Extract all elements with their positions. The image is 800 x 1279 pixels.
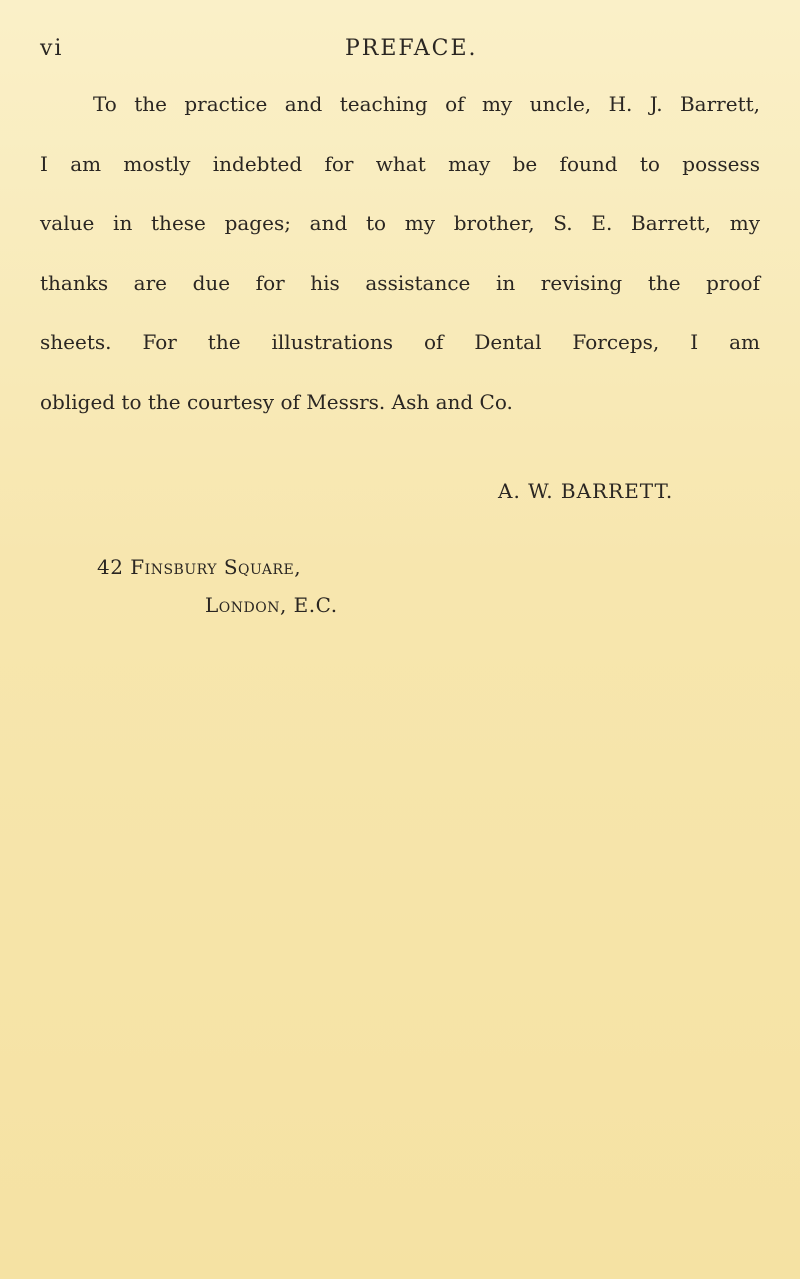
address-line: 42 Finsbury Square, [97,555,302,579]
paragraph-line: I am mostly indebted for what may be found to possess [40,151,760,176]
paragraph-line: thanks are due for his assistance in revising the proof [40,270,760,295]
page-number: vi [40,36,64,61]
author-signature: A. W. BARRETT. [498,479,674,503]
paragraph-line: To the practice and teaching of my uncle, H. J. Barrett, [93,92,760,116]
paragraph-line: obliged to the courtesy of Messrs. Ash and Co. [40,389,513,414]
running-title: PREFACE. [345,36,478,61]
paragraph-line: sheets. For the illustrations of Dental Forceps, I am [40,330,760,354]
running-head [40,36,760,72]
address-line: London, E.C. [205,593,338,617]
preface-paragraph [40,86,760,443]
address-block [97,548,338,624]
paragraph-line: value in these pages; and to my brother, S. E. Barrett, my [40,211,760,235]
